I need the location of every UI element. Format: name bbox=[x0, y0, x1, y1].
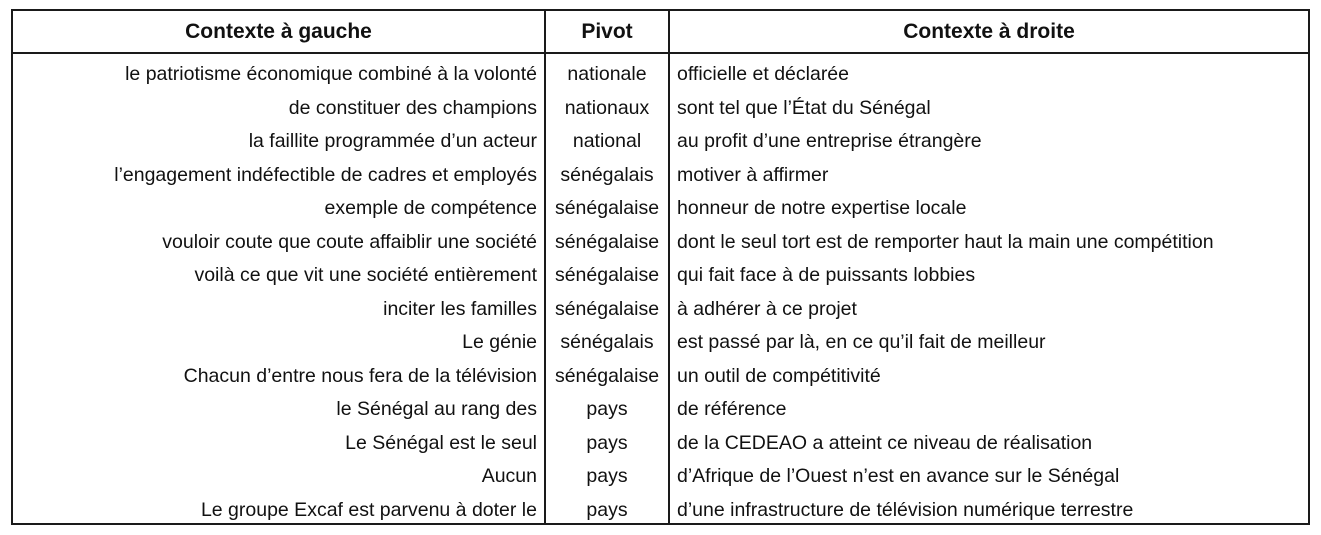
table-row bbox=[13, 226, 1308, 260]
pivot-cell: sénégalaise bbox=[554, 197, 660, 219]
header-right-context: Contexte à droite bbox=[903, 20, 1075, 43]
pivot-cell: pays bbox=[586, 498, 628, 521]
right-context-cell: de référence bbox=[677, 398, 787, 420]
pivot-cell: pays bbox=[586, 431, 628, 454]
left-context-cell: Le groupe Excaf est parvenu à doter le bbox=[200, 498, 537, 521]
concordance-table bbox=[11, 9, 1310, 525]
right-context-cell: officielle et déclarée bbox=[677, 63, 849, 85]
table-row bbox=[13, 125, 1308, 159]
table-row bbox=[13, 192, 1308, 226]
left-context-cell: exemple de compétence bbox=[324, 197, 537, 219]
table-row bbox=[13, 58, 1308, 92]
pivot-cell: sénégalaise bbox=[554, 264, 660, 286]
table-row bbox=[13, 259, 1308, 293]
left-context-cell: Le génie bbox=[462, 331, 537, 353]
left-context-cell: Le Sénégal est le seul bbox=[345, 431, 537, 454]
right-context-cell: un outil de compétitivité bbox=[677, 364, 881, 387]
right-context-cell: au profit d’une entreprise étrangère bbox=[677, 130, 982, 152]
table-row bbox=[13, 494, 1308, 528]
pivot-cell: nationale bbox=[567, 63, 647, 85]
pivot-cell: sénégalaise bbox=[554, 297, 660, 320]
table-row bbox=[13, 460, 1308, 494]
pivot-cell: pays bbox=[586, 465, 628, 487]
table-row bbox=[13, 293, 1308, 327]
left-context-cell: inciter les familles bbox=[383, 297, 537, 320]
table-row bbox=[13, 92, 1308, 126]
table-body bbox=[13, 58, 1308, 527]
left-context-cell: vouloir coute que coute affaiblir une société bbox=[162, 230, 537, 253]
left-context-cell: Aucun bbox=[481, 465, 537, 487]
table-row bbox=[13, 360, 1308, 394]
pivot-cell: sénégalaise bbox=[554, 230, 660, 253]
right-context-cell: motiver à affirmer bbox=[677, 163, 829, 186]
left-context-cell: Chacun d’entre nous fera de la télévision bbox=[183, 364, 537, 387]
right-context-cell: dont le seul tort est de remporter haut la main une compétition bbox=[677, 230, 1214, 253]
table-row bbox=[13, 326, 1308, 360]
right-context-cell: de la CEDEAO a atteint ce niveau de réalisation bbox=[677, 431, 1093, 454]
right-context-cell: est passé par là, en ce qu’il fait de meilleur bbox=[677, 331, 1046, 353]
pivot-cell: pays bbox=[586, 398, 628, 420]
right-context-cell: honneur de notre expertise locale bbox=[677, 197, 967, 219]
right-context-cell: d’Afrique de l’Ouest n’est en avance sur le Sénégal bbox=[677, 465, 1120, 487]
left-context-cell: le Sénégal au rang des bbox=[336, 398, 537, 420]
right-context-cell: qui fait face à de puissants lobbies bbox=[677, 264, 976, 286]
right-context-cell: à adhérer à ce projet bbox=[677, 297, 857, 320]
table-row bbox=[13, 159, 1308, 193]
left-context-cell: l’engagement indéfectible de cadres et employés bbox=[114, 163, 537, 186]
table-header bbox=[13, 11, 1308, 54]
left-context-cell: le patriotisme économique combiné à la volonté bbox=[125, 63, 537, 85]
pivot-cell: national bbox=[572, 130, 642, 152]
left-context-cell: la faillite programmée d’un acteur bbox=[248, 130, 537, 152]
right-context-cell: sont tel que l’État du Sénégal bbox=[677, 96, 931, 119]
header-left-context: Contexte à gauche bbox=[185, 20, 372, 43]
pivot-cell: sénégalais bbox=[560, 331, 654, 353]
left-context-cell: voilà ce que vit une société entièrement bbox=[194, 264, 537, 286]
header-pivot: Pivot bbox=[581, 20, 633, 43]
pivot-cell: sénégalaise bbox=[554, 364, 660, 387]
table-row bbox=[13, 393, 1308, 427]
table-row bbox=[13, 427, 1308, 461]
pivot-cell: nationaux bbox=[564, 96, 650, 119]
left-context-cell: de constituer des champions bbox=[288, 96, 537, 119]
pivot-cell: sénégalais bbox=[560, 163, 654, 186]
right-context-cell: d’une infrastructure de télévision numérique terrestre bbox=[677, 498, 1134, 521]
